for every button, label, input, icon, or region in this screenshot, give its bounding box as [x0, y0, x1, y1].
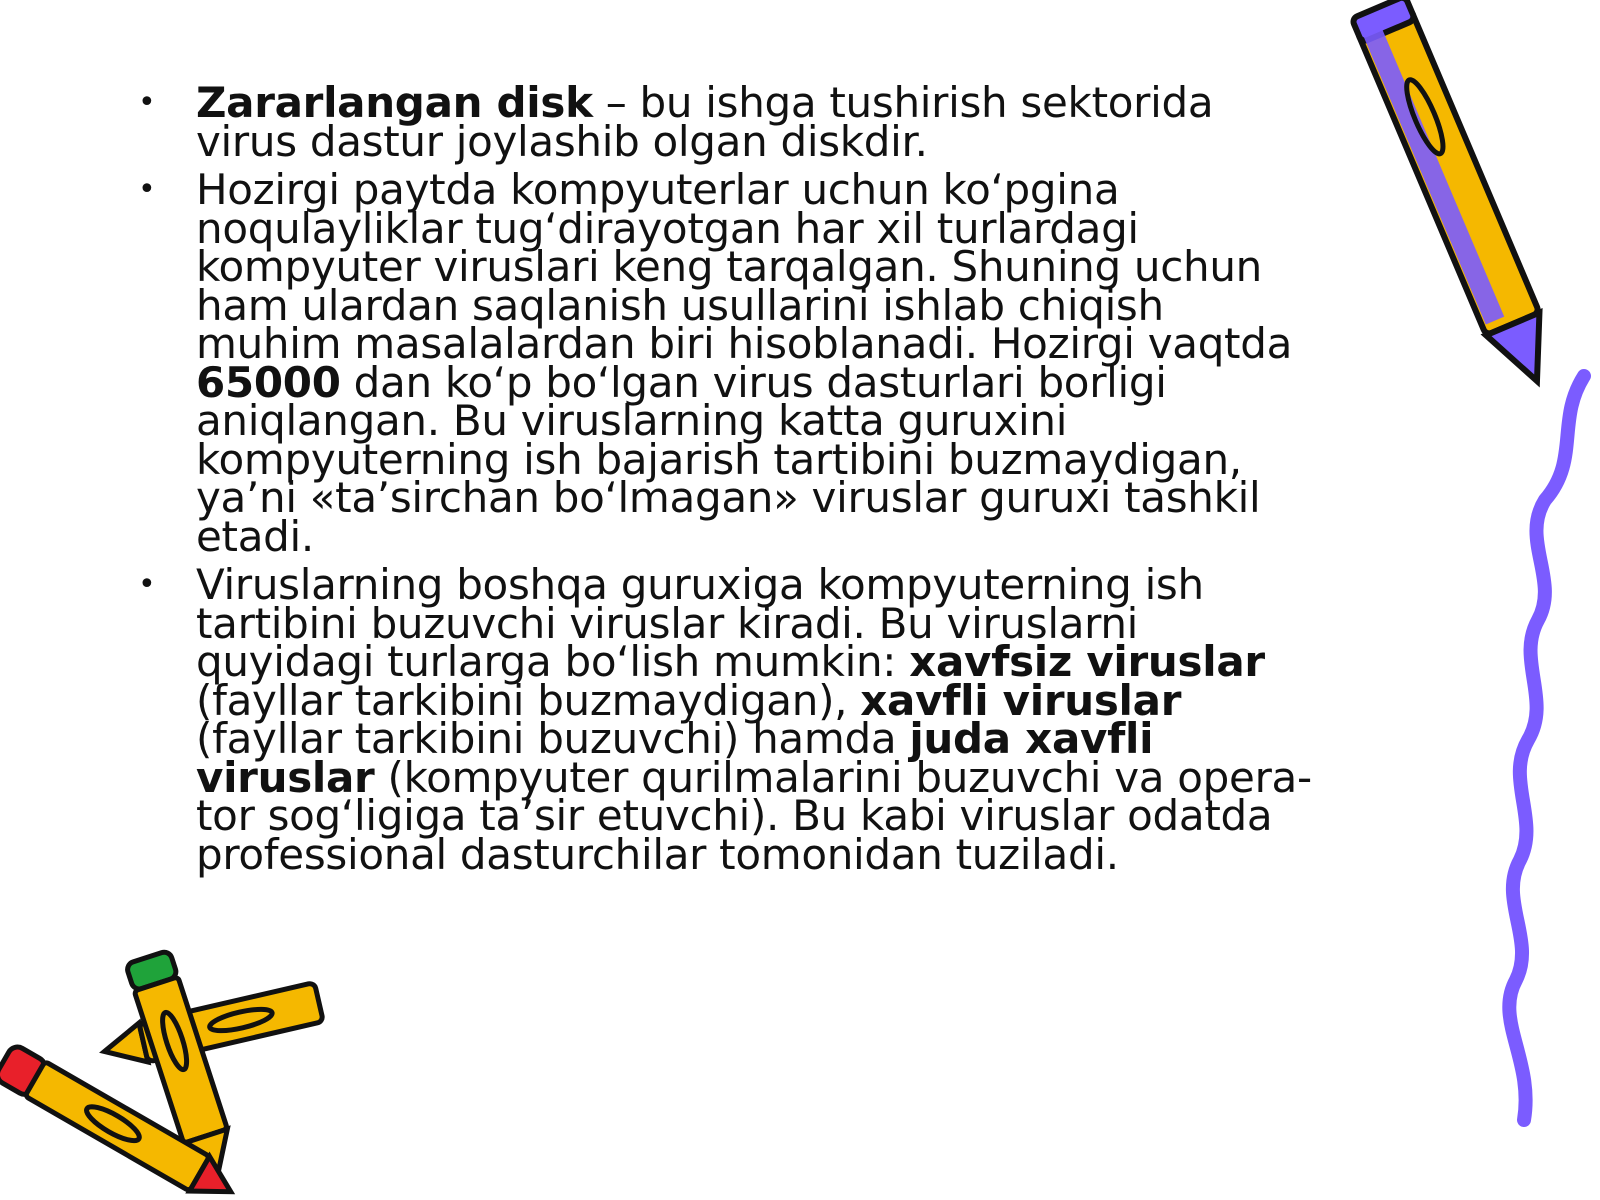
bullet-dot: •: [138, 567, 156, 602]
body-text: Hozirgi paytda kompyuterlar uchun ko‘pgina noqulayliklar tug‘dirayotgan har xil turlardagi kompyuter viruslari keng tarqalgan. Shuning uchun ham ulardan saqlanish usullarini ishlab chiqish muhim masalalardan biri hisoblanadi. Hozirgi vaqtda: [196, 165, 1293, 368]
bullet-item: [138, 560, 1318, 879]
body-text: Viruslarning boshqa guruxiga kompyuterning ish tartibini buzuvchi viruslar kiradi. Bu viruslarni quyidagi turlarga bo‘lish mumkin:: [196, 560, 1204, 686]
bold-text: 65000: [196, 357, 341, 407]
bullet-list: [138, 78, 1318, 884]
bold-text: xavfsiz viruslar: [909, 637, 1265, 686]
body-text: (fayllar tarkibini buzuvchi) hamda: [196, 714, 910, 763]
body-text: (kompyuter qurilmalarini buzuvchi va opera-tor sog‘ligiga ta’sir etuvchi). Bu kabi viruslar odatda professional dasturchilar tomonidan tuziladi.: [196, 752, 1312, 879]
bullet-dot: •: [138, 172, 156, 207]
body-text: dan ko‘p bo‘lgan virus dasturlari borligi aniqlangan. Bu viruslarning katta guruxini kompyuterning ish bajarish tartibini buzmaydigan, ya’ni «ta’sirchan bo‘lmagan» viruslar guruxi tashkil etadi.: [196, 357, 1261, 561]
body-text: (fayllar tarkibini buzmaydigan),: [196, 675, 861, 725]
wavy-line-icon: [1509, 376, 1584, 1120]
bullet-item: [138, 78, 1318, 166]
body-text: – bu ishga tushirish sektorida virus dastur joylashib olgan diskdir.: [196, 78, 1214, 166]
bullet-item: [138, 165, 1318, 561]
bold-text: Zararlangan disk: [196, 78, 593, 127]
pencil-right-icon: [1352, 0, 1564, 392]
pencils-bottom-left-icon: [0, 950, 323, 1200]
bold-text: juda xavfli viruslar: [196, 714, 1154, 802]
bold-text: xavfli viruslar: [860, 675, 1182, 725]
bullet-dot: •: [138, 85, 156, 120]
